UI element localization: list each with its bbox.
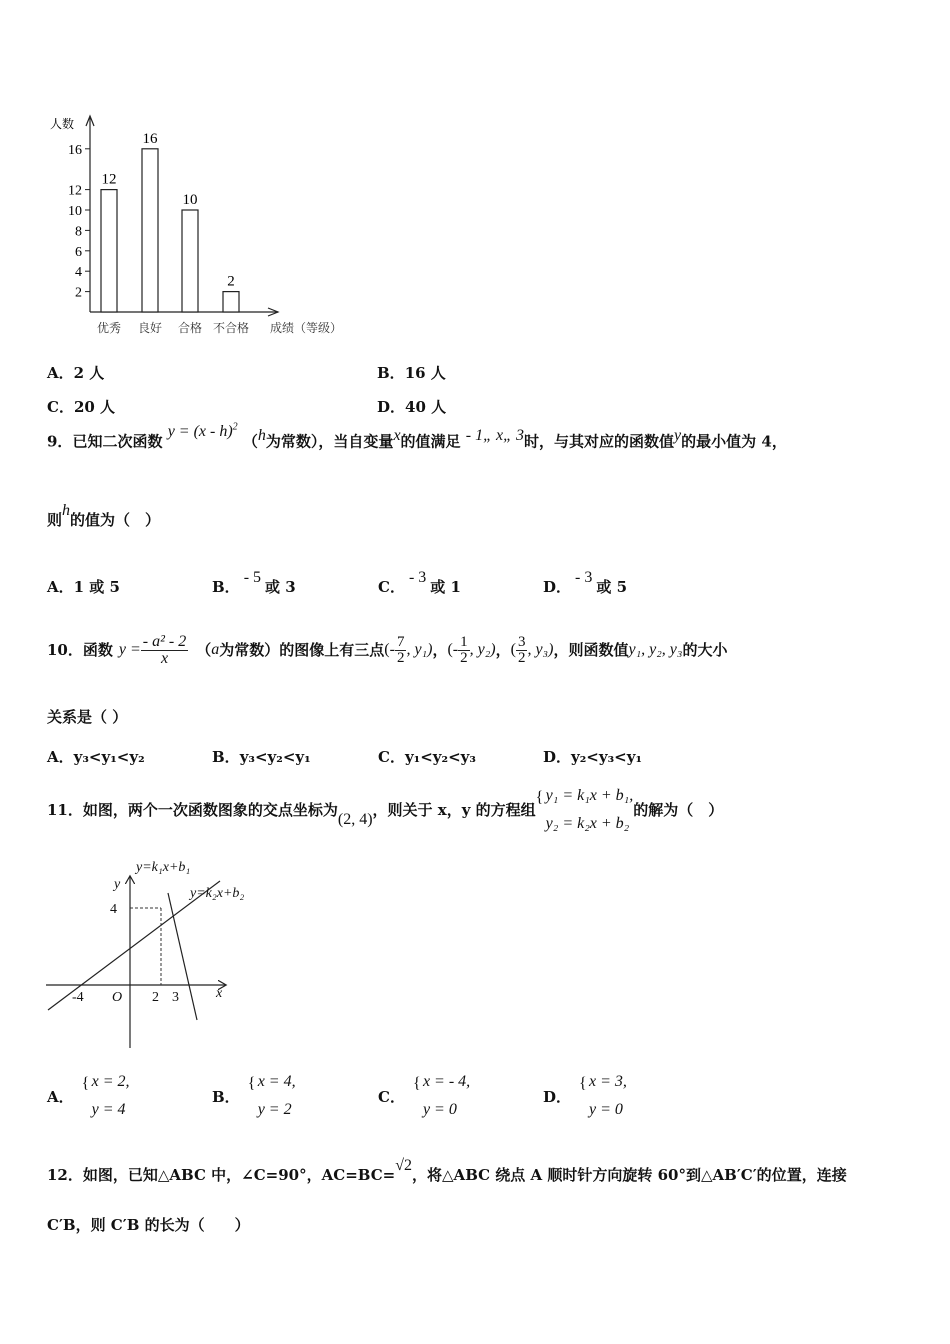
- tick-neg4: -4: [72, 990, 84, 1005]
- chart-data-label: 10: [182, 192, 198, 208]
- q11-option-c[interactable]: C． { x = - 4, y = 0: [378, 1073, 471, 1118]
- question-11-line-1: 11． 如图，两个一次函数图象的交点坐标为 (2, 4) ，则关于 x，y 的方程组 { y₁ = k₁x + b₁, y₂ = k₂x + b₂ 的解为（ ）: [47, 780, 723, 840]
- chart-bar: [142, 149, 158, 312]
- q8-option-c[interactable]: C．20 人: [47, 398, 116, 416]
- q10-option-a[interactable]: A．y₃<y₁<y₂: [47, 748, 145, 766]
- q8-option-d[interactable]: D．40 人: [377, 398, 447, 416]
- chart-category-label: 不合格: [212, 321, 250, 335]
- bar-chart: [40, 110, 360, 350]
- graph-label-k1: y=k₁x+b₁: [136, 860, 191, 875]
- chart-ytick-label: 12: [68, 183, 82, 199]
- linear-functions-graph: [40, 855, 280, 1055]
- q11-equation-system: { y₁ = k₁x + b₁, y₂ = k₂x + b₂: [535, 787, 634, 832]
- chart-ytick-label: 4: [75, 265, 82, 281]
- q10-formula-fraction: $\frac{\text{- a² - 2}}{x}$: [142, 632, 187, 667]
- q11-option-d[interactable]: D． { x = 3, y = 0: [543, 1073, 627, 1118]
- chart-bar: [182, 210, 198, 312]
- chart-x-label: 成绩（等级）: [270, 321, 343, 335]
- chart-ytick-label: 8: [75, 224, 82, 240]
- q8-option-a[interactable]: A．2 人: [47, 364, 105, 382]
- x-axis-label: x: [216, 986, 223, 1001]
- q11-option-a[interactable]: A． { x = 2, y = 4: [47, 1073, 130, 1118]
- chart-ytick-label: 6: [75, 244, 82, 260]
- q8-option-b[interactable]: B．16 人: [377, 364, 446, 382]
- tick-4: 4: [110, 902, 117, 917]
- tick-2: 2: [152, 990, 159, 1005]
- tick-3: 3: [172, 990, 179, 1005]
- chart-category-label: 优秀: [96, 321, 122, 335]
- origin-label: O: [112, 990, 123, 1005]
- chart-data-label: 2: [227, 273, 235, 290]
- graph-label-k2: y=k₂x+b₂: [190, 886, 245, 901]
- chart-category-label: 良好: [137, 321, 163, 335]
- chart-ytick-label: 16: [68, 142, 82, 158]
- q9-option-a[interactable]: A．1 或 5: [47, 578, 120, 596]
- question-9-line-1: 9．已知二次函数 y = (x - h)$^2$ （h为常数），当自变量x的值满足 - 1„ x„ 3时，与其对应的函数值y的最小值为 4，: [47, 422, 787, 451]
- chart-ytick-label: 10: [68, 204, 82, 219]
- chart-ytick-label: 2: [75, 285, 82, 301]
- q9-option-b[interactable]: B．- 5或 3: [212, 569, 296, 596]
- q11-option-b[interactable]: B． { x = 4, y = 2: [212, 1073, 296, 1118]
- question-10-line-1: 10． 函数 y = $\frac{\text{- a² - 2}}{x}$ （ a 为常数）的图像上有三点 (- $\frac{7}{2}$ , y₁) ， (- $\frac{1}{2}$ , y₂) ， ( $\frac{3}{2}$ , y₃) ，则函数值 y₁, y₂, y₃ 的大小: [47, 632, 728, 667]
- q10-option-c[interactable]: C．y₁<y₂<y₃: [378, 748, 476, 766]
- chart-data-label: 12: [101, 171, 117, 188]
- question-12-line-2: C′B，则 C′B 的长为（ ）: [47, 1216, 250, 1234]
- chart-y-label: 人数: [50, 117, 75, 131]
- chart-data-label: 16: [142, 130, 158, 147]
- chart-category-label: 合格: [177, 321, 203, 335]
- q10-option-d[interactable]: D．y₂<y₃<y₁: [543, 748, 643, 766]
- q9-option-d[interactable]: D．- 3或 5: [543, 569, 628, 596]
- chart-bar: [101, 190, 117, 312]
- y-axis-label: y: [114, 877, 121, 892]
- chart-bar: [223, 292, 239, 312]
- question-9-line-2: 则h的值为（ ）: [47, 502, 161, 529]
- q10-option-b[interactable]: B．y₃<y₂<y₁: [212, 748, 311, 766]
- question-10-line-2: 关系是（ ）: [47, 708, 128, 726]
- q9-option-c[interactable]: C．- 3或 1: [378, 569, 461, 596]
- question-12-line-1: 12．如图，已知△ABC 中，∠C=90°，AC=BC=√2，将△ABC 绕点 A 顺时针方向旋转 60°到△AB′C′的位置，连接: [47, 1157, 847, 1184]
